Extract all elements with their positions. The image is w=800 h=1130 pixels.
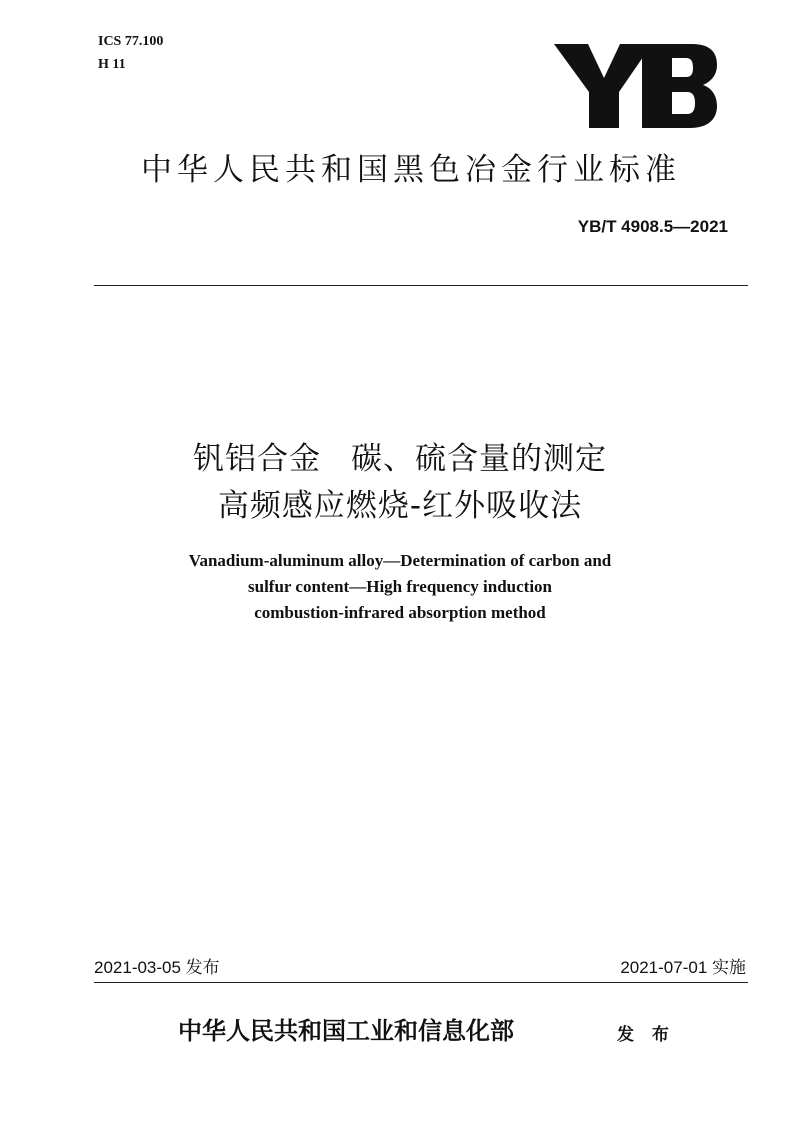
issue-date: 2021-03-05 发布 <box>94 958 220 977</box>
english-title-line-2: sulfur content—High frequency induction <box>248 577 552 596</box>
english-title-line-3: combustion-infrared absorption method <box>254 603 546 622</box>
industry-standard-title: 中华人民共和国黑色冶金行业标准 <box>141 152 681 188</box>
chinese-title-line-2: 高频感应燃烧-红外吸收法 <box>217 488 583 524</box>
yb-logo <box>552 44 717 128</box>
yb-logo-letter-b <box>642 44 717 128</box>
publish-label: 发 布 <box>617 1025 675 1045</box>
english-title-line-1: Vanadium-aluminum alloy—Determination of carbon and <box>188 551 612 570</box>
chinese-title-subject: 碳、硫含量的测定 <box>351 441 607 477</box>
chinese-title-line-1 <box>0 437 800 481</box>
standard-number: YB/T 4908.5—2021 <box>577 217 728 236</box>
ccs-code: H 11 <box>98 57 126 72</box>
yb-logo-letter-y <box>554 44 652 128</box>
top-divider <box>94 285 748 286</box>
implementation-date: 2021-07-01 实施 <box>620 958 746 977</box>
publisher-name: 中华人民共和国工业和信息化部 <box>178 1016 514 1045</box>
bottom-divider <box>94 982 748 983</box>
chinese-title-material: 钒铝合金 <box>193 441 321 477</box>
ics-code: ICS 77.100 <box>98 34 164 49</box>
